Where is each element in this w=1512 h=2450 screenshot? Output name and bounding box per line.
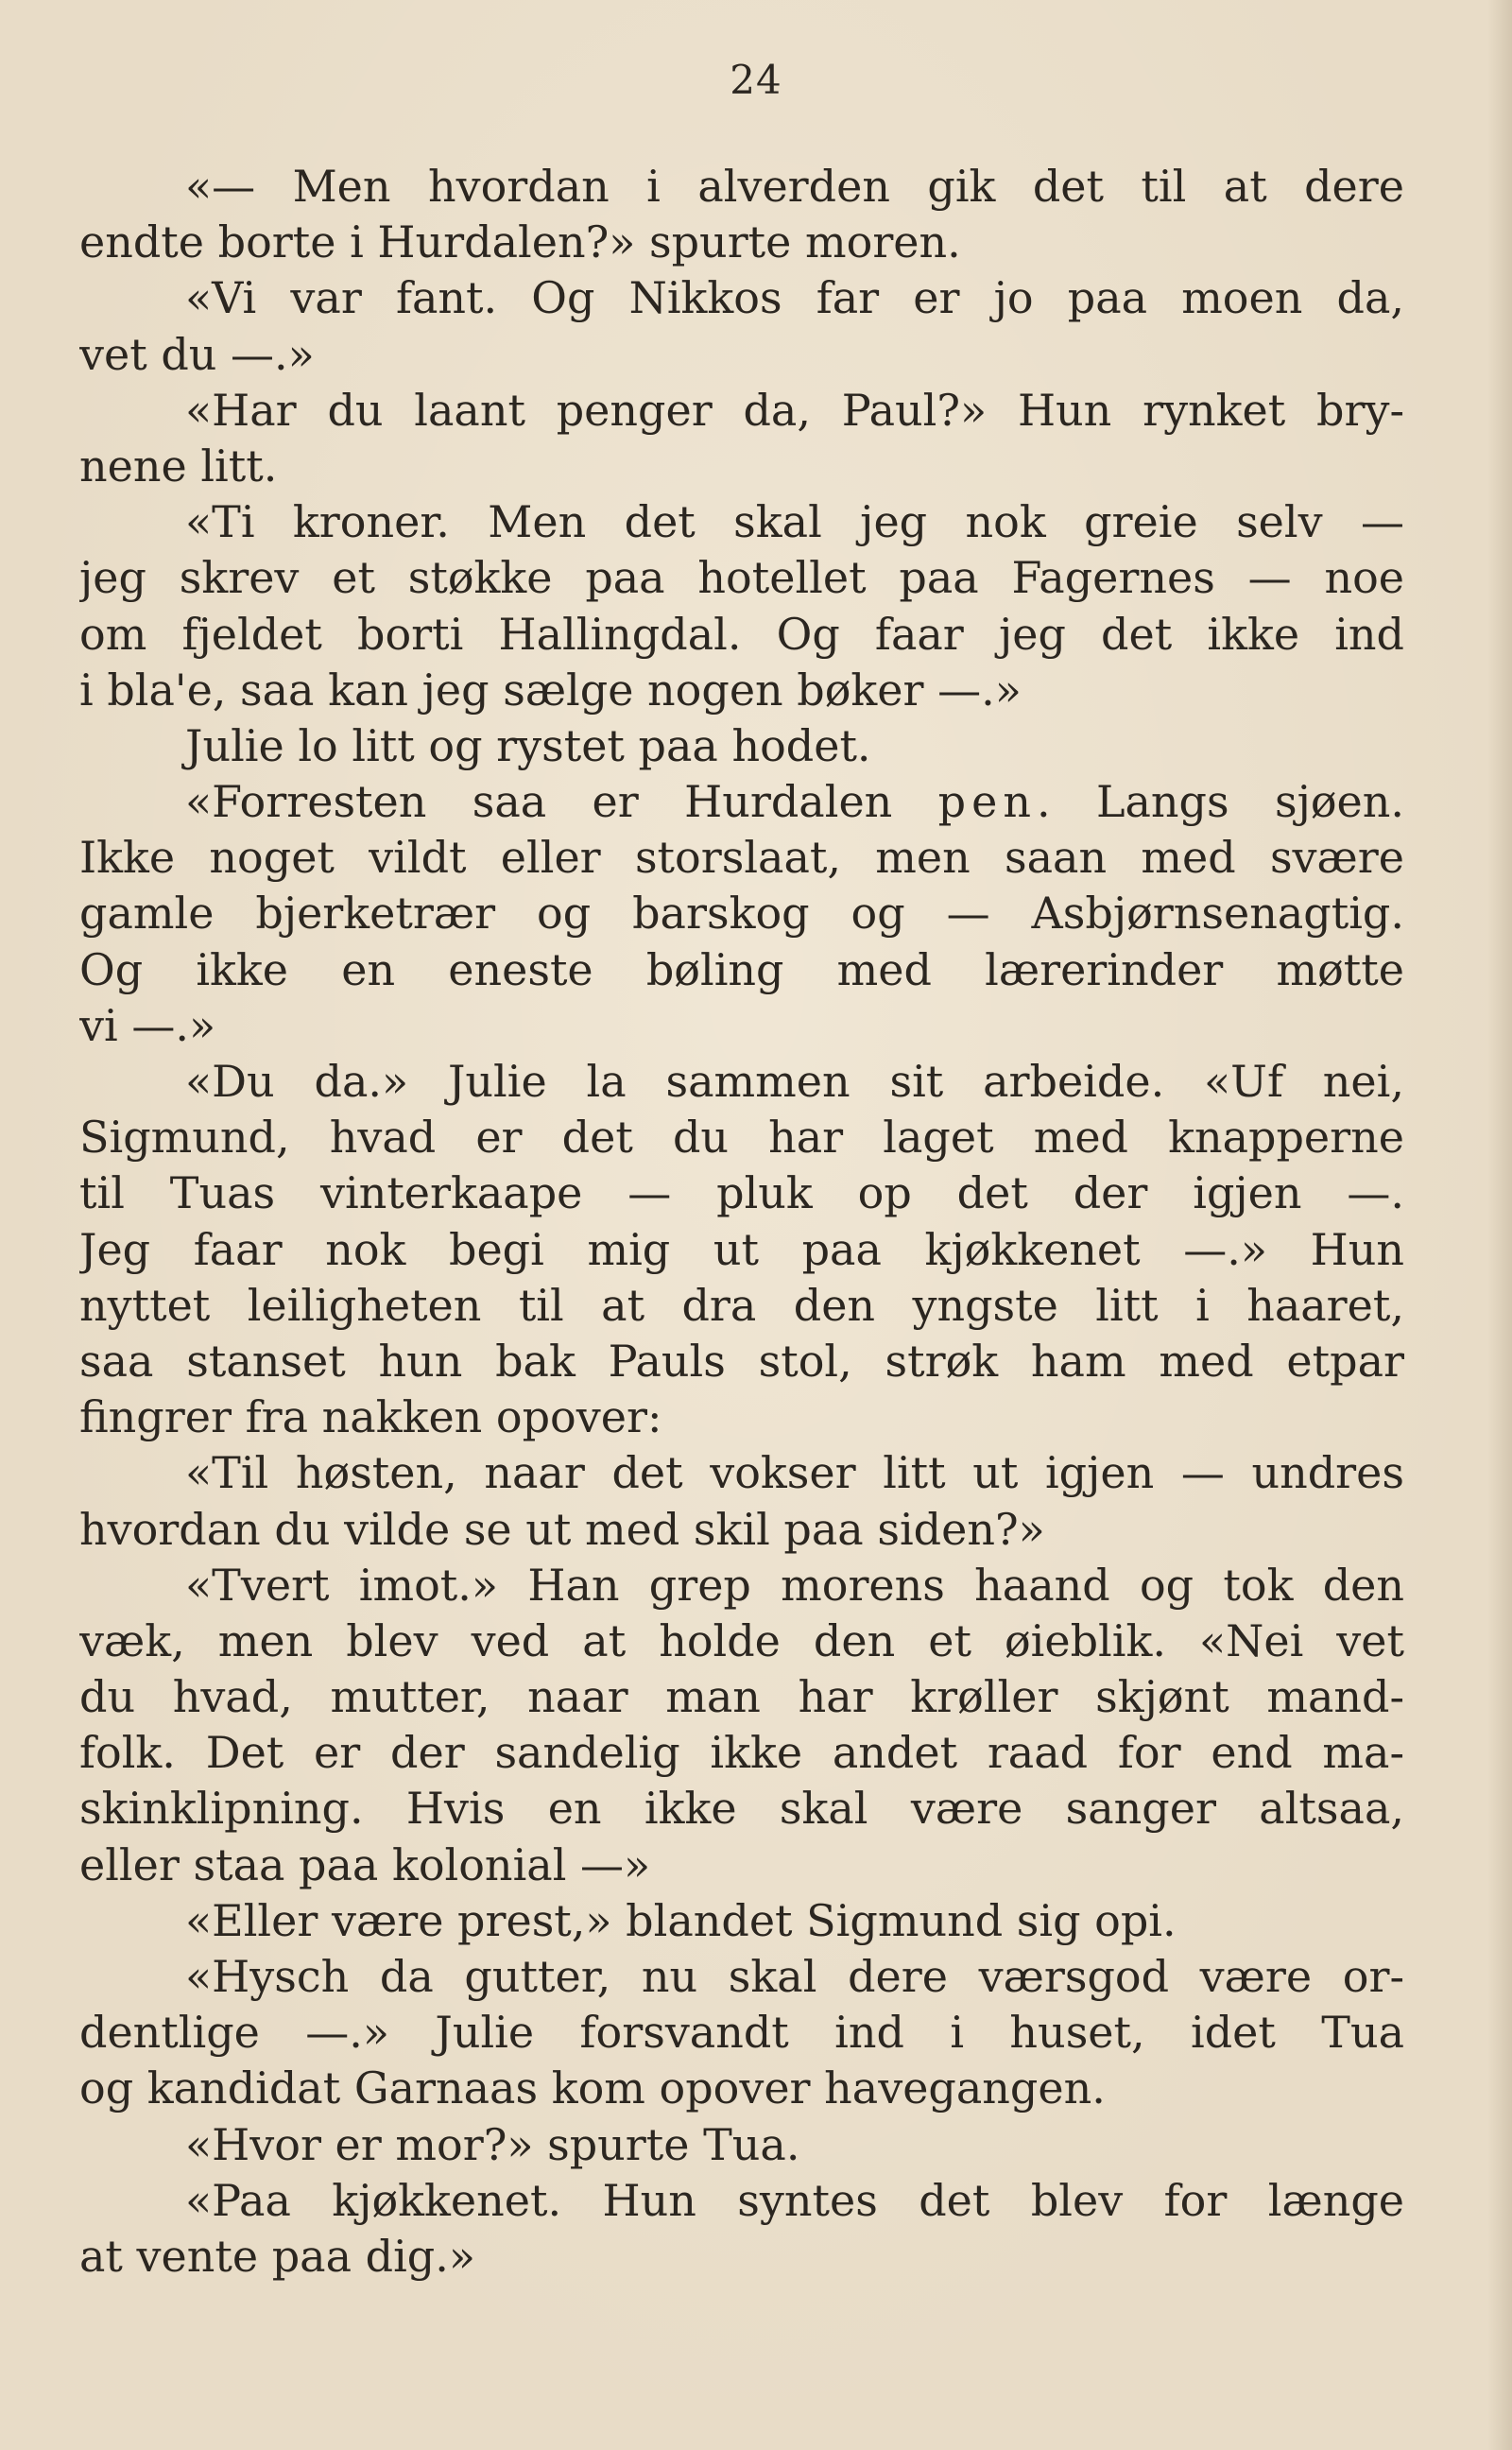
emphasized-word: pen	[937, 776, 1037, 828]
text-line: «Du da.» Julie la sammen sit arbeide. «Uf nei,	[185, 1056, 1404, 1107]
text-line: nyttet leiligheten til at dra den yngste litt i haaret,	[79, 1279, 1404, 1331]
text-line: Ikke noget vildt eller storslaat, men saan med svære	[79, 832, 1404, 884]
text-line: i bla'e, saa kan jeg sælge nogen bøker —.»	[79, 664, 1022, 716]
text-line: «Til høsten, naar det vokser litt ut igjen — undres	[185, 1447, 1404, 1499]
text-line: og kandidat Garnaas kom opover havegangen.	[79, 2062, 1106, 2114]
text-line: eller staa paa kolonial —»	[79, 1838, 651, 1890]
text-segment: . Langs sjøen.	[1036, 776, 1404, 828]
text-line: «Ti kroner. Men det skal jeg nok greie selv —	[185, 496, 1404, 548]
page-edge-shadow	[1487, 0, 1512, 2450]
text-line: «Paa kjøkkenet. Hun syntes det blev for længe	[185, 2174, 1404, 2226]
page-number: 24	[730, 57, 782, 103]
text-line: dentlige —.» Julie forsvandt ind i huset, idet Tua	[79, 2007, 1404, 2059]
text-line: at vente paa dig.»	[79, 2230, 475, 2282]
text-line: hvordan du vilde se ut med skil paa siden?»	[79, 1503, 1045, 1555]
text-line: Sigmund, hvad er det du har laget med knapperne	[79, 1112, 1404, 1164]
text-line: Julie lo litt og rystet paa hodet.	[185, 719, 871, 771]
text-line: «Har du laant penger da, Paul?» Hun rynket bry-	[185, 384, 1404, 436]
text-line: Jeg faar nok begi mig ut paa kjøkkenet —.» Hun	[79, 1223, 1404, 1275]
text-line: til Tuas vinterkaape — pluk op det der igjen —.	[79, 1167, 1404, 1219]
text-line: folk. Det er der sandelig ikke andet raad for end ma-	[79, 1727, 1404, 1779]
text-line: «Hysch da gutter, nu skal dere værsgod være or-	[185, 1951, 1404, 2002]
text-line: saa stanset hun bak Pauls stol, strøk ham med etpar	[79, 1335, 1404, 1387]
text-line: vet du —.»	[79, 328, 315, 380]
text-line: gamle bjerketrær og barskog og — Asbjørnsenagtig.	[79, 888, 1404, 940]
text-line	[79, 774, 1404, 830]
body-text	[79, 159, 1404, 2285]
text-line: Og ikke en eneste bøling med lærerinder møtte	[79, 943, 1404, 995]
text-line: «Eller være prest,» blandet Sigmund sig opi.	[185, 1894, 1177, 1946]
text-line: «Hvor er mor?» spurte Tua.	[185, 2118, 800, 2170]
text-line: skinklipning. Hvis en ikke skal være sanger altsaa,	[79, 1783, 1404, 1835]
text-line: vi —.»	[79, 999, 216, 1051]
text-line: fingrer fra nakken opover:	[79, 1391, 662, 1443]
text-line: om fjeldet borti Hallingdal. Og faar jeg det ikke ind	[79, 608, 1404, 660]
text-line: jeg skrev et støkke paa hotellet paa Fagernes — noe	[79, 552, 1404, 604]
text-line: «— Men hvordan i alverden gik det til at dere	[185, 161, 1404, 212]
text-line: endte borte i Hurdalen?» spurte moren.	[79, 216, 961, 268]
text-line: væk, men blev ved at holde den et øieblik. «Nei vet	[79, 1614, 1404, 1666]
text-line: nene litt.	[79, 440, 278, 492]
text-segment: «Forresten saa er Hurdalen	[185, 776, 938, 828]
text-line: du hvad, mutter, naar man har krøller skjønt mand-	[79, 1671, 1404, 1723]
text-line: «Vi var fant. Og Nikkos far er jo paa moen da,	[185, 272, 1404, 324]
text-line: «Tvert imot.» Han grep morens haand og tok den	[185, 1559, 1404, 1611]
